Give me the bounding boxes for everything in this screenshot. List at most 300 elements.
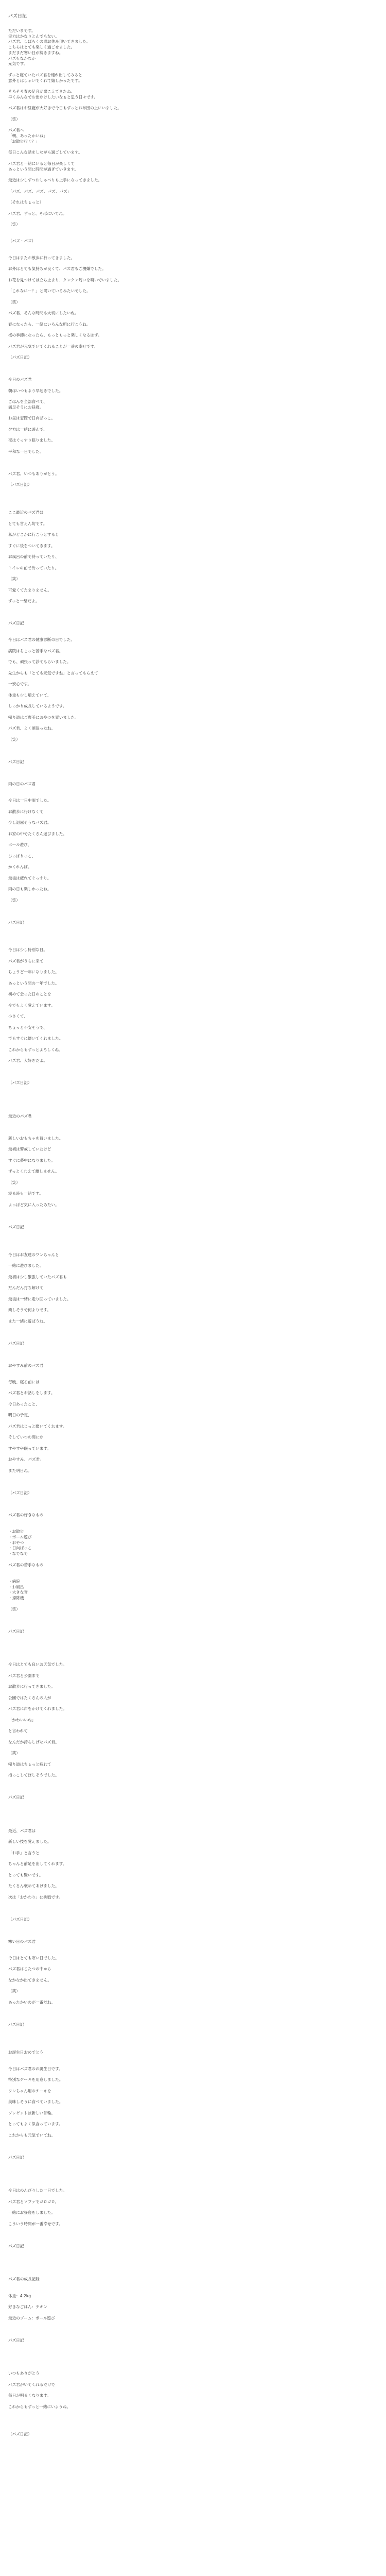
text-line (6, 1247, 380, 1252)
text-line: これからもずっとよろしくね。 (8, 1047, 63, 1052)
text-line: 今日はパズ君の健康診断の日でした。 (8, 637, 75, 642)
text-line (6, 1612, 380, 1618)
text-line: たくさん褒めてあげました。 (8, 1884, 59, 1888)
text-line (6, 2194, 380, 2199)
text-line (6, 1867, 380, 1873)
text-line: 平和な一日でした。 (8, 449, 44, 454)
text-line (6, 2166, 380, 2172)
text-line: 先生からも「とても元気ですね」と言ってもらえて (8, 670, 98, 675)
text-line (6, 2410, 380, 2415)
text-line (6, 942, 380, 948)
text-line (6, 216, 380, 222)
text-line: ・掃除機 (8, 1596, 24, 1600)
text-line (6, 1064, 380, 1070)
text-line (6, 1280, 380, 1285)
text-line: おやすみ前のパズ君 (8, 1363, 44, 1368)
text-line: あっという間に時間が過ぎていきます。 (8, 166, 79, 172)
text-line (6, 516, 380, 521)
text-line: 実力はかなりとんでもない。 (8, 33, 59, 39)
text-line (6, 1806, 380, 1812)
text-line (6, 1651, 380, 1657)
text-line (6, 1142, 380, 1147)
text-line: でもすぐに懐いてくれました。 (8, 1036, 63, 1041)
text-line: （笑） (8, 577, 20, 581)
text-line: かくれんぼ。 (8, 865, 32, 869)
text-line (6, 654, 380, 660)
text-line: とっても賢いです。 (8, 1872, 43, 1877)
text-line (6, 1186, 380, 1192)
text-line (6, 1811, 380, 1817)
text-line (6, 83, 380, 89)
text-line (6, 626, 380, 632)
text-line: 今日はまたお散歩に行ってきました。 (8, 255, 75, 260)
text-line (6, 2227, 380, 2233)
text-line (6, 1358, 380, 1363)
text-line (6, 2249, 380, 2255)
text-line: パズ君がうちに来て (8, 958, 44, 963)
text-line: 小さくて、 (8, 1014, 28, 1019)
text-line (6, 1368, 380, 1374)
text-line: ・ボール遊び (8, 1534, 32, 1539)
text-line: と言われて (8, 1728, 28, 1733)
text-line (6, 156, 380, 161)
text-line: お昼は窓際で日向ぼっこ。 (8, 416, 56, 421)
text-line: パズ君、大好きだよ。 (8, 1058, 47, 1063)
text-line: パズ君と一緒にいると毎日が楽しくて (8, 161, 75, 166)
text-line: 「お散歩行く？」 (8, 139, 40, 144)
text-line (6, 792, 380, 798)
text-line: 一緒に遊びました。 (8, 1263, 44, 1268)
text-line (6, 837, 380, 842)
text-line (6, 2288, 380, 2294)
text-line (6, 2321, 380, 2327)
text-line: 病院はちょっと苦手なパズ君。 (8, 648, 63, 653)
text-line (6, 2349, 380, 2354)
text-line: 桜の季節になったら、もっともっと楽しくなるはず。 (8, 333, 102, 337)
text-line (6, 349, 380, 355)
text-line (6, 1950, 380, 1956)
text-line (6, 1701, 380, 1706)
text-line: 毎晩、寝る前には (8, 1379, 40, 1384)
text-line: パズ君の好きなもの (8, 1512, 44, 1517)
text-line (6, 709, 380, 715)
text-line (6, 632, 380, 638)
text-line (6, 383, 380, 388)
text-line: 毎日こんな話をしながら過ごしています。 (8, 150, 82, 155)
text-line (6, 261, 380, 266)
text-line: パズ日記 (8, 621, 24, 625)
text-line: 私がどこかに行こうとすると (8, 532, 59, 537)
text-line: 朝はいつもより早起きでした。 (8, 388, 63, 393)
text-line: とても甘えん坊です。 (8, 521, 47, 526)
text-line: お外はとても気持ちが良くて、パズ君もご機嫌でした。 (8, 266, 106, 271)
text-line: なかなか出てきません。 (8, 1977, 51, 1982)
text-line (6, 593, 380, 599)
text-line (6, 1396, 380, 1402)
text-line: 帰り道はちょっと疲れて (8, 1761, 51, 1767)
text-line: 夜はぐっすり眠りました。 (8, 438, 55, 443)
text-line: 今日あったこと、 (8, 1401, 40, 1406)
text-line: 最近のブーム：ボール遊び (8, 2315, 55, 2320)
text-line: まだまだ寒い日が続きますね。 (8, 50, 63, 55)
text-line: （パズ日記） (8, 2432, 32, 2437)
text-line (6, 460, 380, 466)
text-line: すやすや眠っています。 (8, 1446, 51, 1451)
text-line (6, 477, 380, 483)
text-line (6, 1324, 380, 1330)
text-line (6, 997, 380, 1003)
text-line (6, 1557, 380, 1563)
text-line: でも、頑張って診てもらいました。 (8, 659, 71, 665)
text-line: いつもありがとう (8, 2371, 40, 2376)
text-line: おやすみ、パズ君。 (8, 1457, 44, 1462)
text-line (6, 909, 380, 914)
text-line: 明日の予定、 (8, 1413, 32, 1418)
text-line: 毎日が明るくなります。 (8, 2393, 51, 2398)
text-line (6, 504, 380, 510)
text-line (6, 2016, 380, 2022)
text-line: パズ君、よく頑張ったね。 (8, 726, 56, 731)
text-line (6, 815, 380, 820)
text-line (6, 925, 380, 931)
text-line (6, 1573, 380, 1579)
text-line (6, 1474, 380, 1480)
text-line: パズ君に声をかけてくれました。 (8, 1706, 67, 1711)
text-line (6, 527, 380, 532)
text-line (6, 1086, 380, 1092)
text-line: パズ君、そんな時間も大切にしたいね。 (8, 311, 79, 315)
text-line (6, 1668, 380, 1673)
text-line (6, 859, 380, 865)
text-line (6, 2205, 380, 2211)
text-line (6, 1712, 380, 1718)
text-line (6, 361, 380, 366)
text-line (6, 1679, 380, 1684)
text-line (6, 1734, 380, 1740)
text-line (6, 1097, 380, 1103)
text-line (6, 228, 380, 233)
text-line (6, 111, 380, 117)
text-line: （パズ日記） (8, 1917, 32, 1922)
text-line (6, 2332, 380, 2338)
text-line: そろそろ春の足音が聞こえてきたね。 (8, 89, 75, 94)
text-line (6, 488, 380, 494)
text-line (6, 1889, 380, 1895)
text-line: 今日はとても寒い日でした。 (8, 1955, 59, 1960)
text-line: 「パズ、パズ、パズ、パズ、パズ」 (8, 189, 72, 194)
text-line (6, 1640, 380, 1646)
text-line (6, 1507, 380, 1513)
text-line: トイレの前で待っていたり。 (8, 565, 59, 570)
text-line (6, 1944, 380, 1950)
text-line: 体重も少し増えていて、 (8, 692, 51, 698)
text-line: 最後は一緒に走り回っていました。 (8, 1296, 71, 1301)
text-line: 一安心です。 (8, 682, 31, 687)
text-line: パズ日記 (8, 1224, 24, 1229)
text-line (6, 2377, 380, 2382)
text-line: パズ君、しばらくの間お休み頂いてきました。 (8, 39, 91, 44)
text-line (6, 1984, 380, 1989)
text-line (6, 1230, 380, 1236)
text-line: だんだん打ち解けて (8, 1285, 44, 1290)
text-line: パズ日記 (8, 2337, 24, 2343)
text-line (6, 371, 380, 377)
text-line (6, 433, 380, 438)
text-line (6, 2427, 380, 2432)
text-line: （笑） (8, 222, 20, 227)
text-line (6, 1856, 380, 1861)
text-line (6, 770, 380, 776)
text-line (6, 394, 380, 399)
text-line (6, 1900, 380, 1906)
text-line: パズ日記 (8, 1629, 24, 1634)
text-line (6, 1313, 380, 1319)
text-line (6, 2083, 380, 2089)
text-line: ひっぱりっこ、 (8, 853, 36, 858)
text-line (6, 1745, 380, 1751)
text-line: パズ君はこたつの中から (8, 1967, 51, 1972)
text-line (6, 582, 380, 588)
text-line: お家の中でたくさん遊びました。 (8, 831, 67, 836)
text-line (6, 1258, 380, 1263)
text-line (6, 1690, 380, 1696)
text-line (6, 1125, 380, 1130)
text-line (6, 1767, 380, 1773)
text-line: （パズ日記） (8, 1080, 32, 1086)
text-line (6, 1934, 380, 1939)
text-line (6, 1834, 380, 1839)
text-line: お誕生日おめでとう (8, 2049, 44, 2055)
text-line (6, 1213, 380, 1219)
text-line: （笑） (8, 116, 20, 122)
text-line (6, 2161, 380, 2166)
text-line: 今日はのんびりした一日でした。 (8, 2188, 67, 2193)
text-line (6, 804, 380, 809)
text-line (6, 615, 380, 621)
text-line: ちゃんと前足を出してくれます。 (8, 1861, 67, 1866)
text-line: そしていつの間にか (8, 1435, 44, 1440)
text-line (6, 1878, 380, 1884)
text-line: 今日は一日中雨でした。 (8, 798, 51, 803)
text-line (6, 903, 380, 909)
text-line (6, 914, 380, 920)
text-line (6, 2255, 380, 2260)
text-line (6, 676, 380, 682)
text-line: ・日向ぼっこ (8, 1546, 32, 1551)
text-line (6, 1164, 380, 1170)
text-line (6, 2365, 380, 2371)
text-line: パズ君とお話しをします。 (8, 1391, 55, 1396)
text-line: ただいまです。 (8, 28, 36, 33)
text-line: 寒い日のパズ君 (8, 1939, 36, 1944)
text-line (6, 327, 380, 333)
text-line: パズ日記 (8, 2243, 24, 2248)
text-line (6, 206, 380, 211)
text-line: パズもなかなか (8, 56, 36, 61)
text-line (6, 1009, 380, 1014)
text-line (6, 1408, 380, 1413)
text-line (6, 604, 380, 610)
text-line: 雨の日も楽しかったね。 (8, 887, 51, 891)
text-line: 雨の日のパズ君 (8, 781, 36, 786)
text-line: お散歩に行ってきました。 (8, 1684, 56, 1689)
text-line: 「お手」と言うと (8, 1850, 40, 1855)
text-line: しっかり成長しているようです。 (8, 704, 67, 709)
text-line (6, 2343, 380, 2349)
text-line (6, 1601, 380, 1607)
text-line (6, 931, 380, 937)
text-line (6, 250, 380, 256)
text-line: パズ日記 (8, 2155, 24, 2160)
text-line (6, 1418, 380, 1424)
text-line: （笑） (8, 897, 20, 903)
text-line: 一緒にお昼寝をしました。 (8, 2210, 56, 2215)
text-line (6, 560, 380, 566)
text-line: パズ君と公園まで (8, 1673, 40, 1678)
text-line: パズ君の苦手なもの (8, 1562, 44, 1567)
text-line: 可愛くてたまりません。 (8, 587, 51, 592)
text-line (6, 1208, 380, 1214)
text-line (6, 975, 380, 981)
text-line: 早くみんなでお出かけしたいなぁと思う日々です。 (8, 94, 98, 99)
text-line (6, 1385, 380, 1391)
text-line (6, 1374, 380, 1380)
text-line (6, 2387, 380, 2393)
text-line: 特別なケーキを用意しました。 (8, 2077, 63, 2082)
text-line (6, 1346, 380, 1352)
text-line (6, 455, 380, 461)
text-line (6, 776, 380, 782)
text-line: ・大きな音 (8, 1590, 28, 1595)
text-line (6, 100, 380, 106)
text-line (6, 610, 380, 616)
text-line (6, 1618, 380, 1623)
text-line: 最後は疲れてぐっすり。 (8, 875, 51, 880)
text-line: パズ君、ずっと、そばにいてね。 (8, 211, 67, 216)
text-line (6, 1479, 380, 1485)
text-line (6, 2177, 380, 2183)
text-line: 今日はパズ君のお誕生日です。 (8, 2066, 63, 2071)
text-line (6, 2055, 380, 2061)
text-line: 今日は少し特別な日。 (8, 947, 47, 953)
text-line (6, 2421, 380, 2427)
text-line: （笑） (8, 1989, 20, 1994)
text-line (6, 421, 380, 427)
text-line (6, 1153, 380, 1158)
text-line: 春になったら、一緒にいろんな所に行こうね。 (8, 321, 91, 327)
text-line: （笑） (8, 1606, 20, 1612)
text-line (6, 848, 380, 854)
text-line: 帰り道はご褒美におやつを買いました。 (8, 715, 79, 720)
text-line: パズ君が元気でいてくれることが一番の幸せです。 (8, 344, 98, 349)
text-line: これからも元気でいてね。 (8, 2132, 56, 2138)
text-line (6, 23, 380, 28)
text-line: パズ日記 (8, 759, 24, 764)
text-line (6, 1518, 380, 1524)
text-line (6, 2260, 380, 2266)
text-line (6, 1291, 380, 1297)
text-line (6, 194, 380, 200)
text-line: 好きなごはん：チキン (8, 2304, 47, 2309)
text-line: パズ君はじっと聞いてくれます。 (8, 1423, 67, 1429)
text-line (6, 1031, 380, 1037)
text-line (6, 1440, 380, 1446)
text-line (6, 316, 380, 322)
text-line: プレゼントは新しい首輪。 (8, 2110, 55, 2115)
text-line: 最近は少しずつおしゃべりも上手になってきました。 (8, 178, 102, 182)
text-line (6, 2282, 380, 2288)
document-body (6, 23, 380, 2437)
text-line: 次は「おかわり」に挑戦です。 (8, 1894, 63, 1900)
text-line (6, 1623, 380, 1629)
text-line (6, 2094, 380, 2100)
text-line: （パズ・パズ） (8, 239, 36, 244)
text-line (6, 754, 380, 759)
text-line (6, 1911, 380, 1917)
text-line: 体重：4.2kg (8, 2293, 31, 2298)
text-line (6, 338, 380, 344)
text-line (6, 2127, 380, 2133)
text-line: （笑） (8, 1180, 20, 1185)
text-line: 今でもよく覚えています。 (8, 1003, 55, 1008)
text-line: 最近のパズ君 (8, 1113, 32, 1118)
text-line (6, 272, 380, 278)
text-line (6, 2033, 380, 2039)
text-line (6, 1928, 380, 1934)
text-line (6, 2238, 380, 2244)
text-line: 「朝、あったかいね」 (8, 133, 47, 138)
text-line (6, 1634, 380, 1640)
text-line: お散歩に行けなくて (8, 809, 44, 814)
text-line: 最初は少し緊張していたパズ君も (8, 1274, 67, 1279)
text-line (6, 1020, 380, 1025)
text-line (6, 1496, 380, 1502)
text-line: ずっと寝ていたパズ君を連れ出してみると (8, 72, 82, 77)
text-line (6, 765, 380, 771)
text-line (6, 2149, 380, 2155)
text-line: ボール遊び、 (8, 842, 32, 847)
text-line (6, 2272, 380, 2277)
text-line: 意外とはしゃいでくれて嬉しかったです。 (8, 78, 82, 83)
text-line: （それはちょっと） (8, 200, 44, 205)
text-line (6, 1103, 380, 1108)
text-line (6, 1922, 380, 1928)
text-line: パズ君がいてくれるだけで (8, 2382, 56, 2387)
text-line (6, 2310, 380, 2316)
text-line: よっぽど気に入ったみたい。 (8, 1202, 59, 1207)
text-line: パズ君へ (8, 128, 24, 133)
text-line (6, 571, 380, 577)
text-line (6, 826, 380, 832)
text-line (6, 892, 380, 898)
text-line: 寝る時も一緒です。 (8, 1191, 43, 1196)
text-line (6, 2299, 380, 2304)
text-line (6, 643, 380, 649)
text-line (6, 1235, 380, 1241)
text-line (6, 411, 380, 416)
text-line (6, 1906, 380, 1911)
text-line (6, 699, 380, 704)
text-line: これからもずっと一緒にいようね。 (8, 2404, 71, 2409)
text-line: ちょっと不安そうで、 (8, 1025, 47, 1030)
text-line (6, 870, 380, 876)
text-line: すぐに夢中になりました。 (8, 1158, 56, 1163)
text-line (6, 2172, 380, 2177)
text-line (6, 1823, 380, 1828)
text-line (6, 1723, 380, 1728)
text-line: パズ君、いつもありがとう。 (8, 471, 59, 476)
text-line: （笑） (8, 299, 20, 304)
